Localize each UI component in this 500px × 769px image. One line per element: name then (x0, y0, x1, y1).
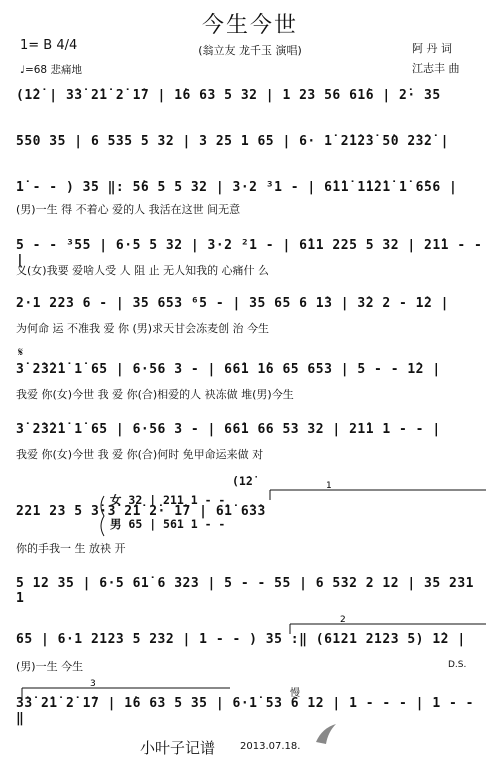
score-row-7: 3̇ 2̇3̇2̇1̇ 1̇ 65 | 6·56 3 - | 66̇1 66 53 32 | 21̇1 1 - - | (16, 422, 441, 437)
score-row-4: 5 - - ³55 | 6·5 5 32 | 3·2 ²1 - | 6̇11 225 5 32 | 21̇1 - - | (16, 238, 483, 268)
performers: (翁立友 龙千玉 演唱) (198, 44, 302, 57)
score-row-11: 3̇3̇ 2̇1̇ 2̇ 1̇7 | 1̇6 63 5 35 | 6·1̇ 53 6 12 | 1 - - - | 1 - - ‖ (16, 696, 474, 726)
signature-ornament (316, 724, 336, 744)
ds-marking: D.S. (448, 660, 467, 670)
score-row-5: 2·1 223 6 - | 35 653 ⁶5 - | 35 65 6 1̇3 | 3̇2 2 - 1̇2 | (16, 296, 449, 311)
score-row-6: 3̇ 2̇3̇2̇1̇ 1̇ 65 | 6·56 3 - | 66̇1 1̇6 65 653 | 5 - - 1̇2 | (16, 362, 441, 377)
score-row-10: 65 | 6·1 2123 5 232 | 1 - - ) 35 :‖ (6121 2123 5) 1̇2 | (16, 632, 466, 647)
duet-female-line: 女 32 | 211 1 - - (110, 493, 226, 507)
lyric-row-8: 你的手我一 生 放袂 开 (16, 542, 126, 555)
lyricist-credit: 阿 丹 词 (412, 42, 452, 55)
volta-2-number: 2 (340, 615, 346, 625)
transcriber-signature: 小叶子记谱 (140, 739, 216, 757)
volta-1-number: 1 (326, 481, 332, 491)
lyric-row-4: 义(女)我要 爱啥人受 人 阻 止 无人知我的 心痛什 么 (16, 264, 270, 277)
lyric-row-7: 我爱 你(女)今世 我 爱 你(合)何时 免甲命运来做 对 (16, 448, 264, 461)
score-row-8: 221 23 5 3̇·3̇ 2̇1̇ 2̇· 1̇7 | 6̇1̇ 6̇3̇3 (16, 504, 266, 519)
lyric-row-10: (男)一生 今生 (16, 660, 84, 673)
transcription-date: 2013.07.18. (240, 741, 301, 752)
score-row-2: 550 35 | 6 535 5 32 | 3 25 1 65 | 6· 1̇ 2̇1̇2̇3̇ 5̇0 2̇3̇2̇ | (16, 134, 449, 149)
slow-marking: 慢 (290, 688, 300, 699)
duet-male-line: 男 65 | 561 1 - - (110, 517, 226, 531)
composer-credit: 江志丰 曲 (412, 62, 460, 75)
score-row-3: 1̇ - - ) 35 ‖: 5̇6 5 5 32 | 3·2 ³1 - | 6̇1̇1̇ 1̇1̇2̇1̇ 1̇ 6̇56 | (16, 180, 458, 195)
tempo-marking: ♩=68 悲痛地 (20, 64, 82, 76)
duet-brace (101, 496, 104, 536)
song-title: 今生今世 (201, 13, 298, 38)
key-signature: 1= B 4/4 (20, 38, 78, 53)
lyric-row-6: 我爱 你(女)今世 我 爱 你(合)相爱的人 袂冻做 堆(男)今生 (16, 388, 294, 401)
duet-pickup: (1̇2̇ (232, 474, 253, 488)
volta-3-number: 3 (90, 679, 96, 689)
lyric-row-5: 为何命 运 不准我 爱 你 (男)求天甘会冻麦创 治 今生 (16, 322, 270, 335)
segno-sign: 𝄋 (18, 345, 24, 359)
score-row-1: (1̇2̇ | 3̇3̇ 2̇1̇ 2̇ 1̇7 | 1̇6 63 5 32 | 1 23 56 61̇6 | 2̇· 35 (16, 88, 441, 103)
lyric-row-3: (男)一生 得 不着心 爱的人 我活在这世 间无意 (16, 203, 241, 216)
score-row-9: 5 12 35 | 6·5 61̇ 6 323 | 5 - - 55 | 6 532 2 12 | 35 231 1 (16, 576, 474, 606)
